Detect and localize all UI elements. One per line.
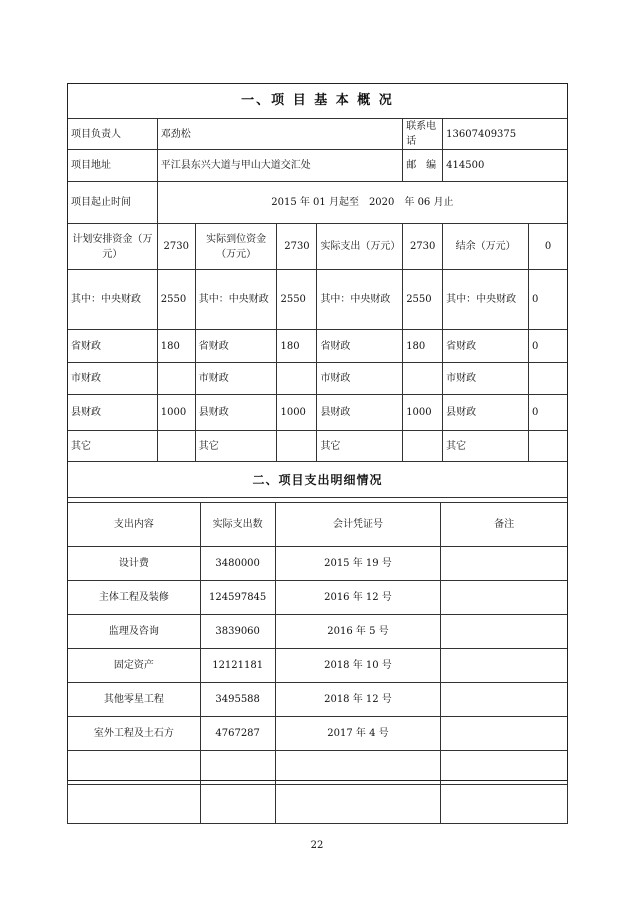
table-row xyxy=(68,785,568,824)
leader-label: 项目负责人 xyxy=(68,119,158,150)
expense-item: 室外工程及土石方 xyxy=(68,717,201,751)
address-label: 项目地址 xyxy=(68,150,158,182)
postcode-label: 邮 编 xyxy=(403,150,443,182)
funds-value-2: 2730 xyxy=(277,224,317,270)
period-value: 2015 年 01 月起至 2020 年 06 月止 xyxy=(157,182,567,224)
expense-item: 其他零星工程 xyxy=(68,683,201,717)
expense-item: 监理及咨询 xyxy=(68,615,201,649)
funds-value-1: 2730 xyxy=(157,224,195,270)
funds-cat: 县财政 xyxy=(68,395,158,431)
funds-cat: 省财政 xyxy=(195,330,277,363)
funds-value-4: 0 xyxy=(529,224,568,270)
funds-amt: 1000 xyxy=(277,395,317,431)
expense-item: 设计费 xyxy=(68,547,201,581)
funds-cat: 市财政 xyxy=(317,363,403,395)
funds-cat: 市财政 xyxy=(443,363,529,395)
expense-amount: 3495588 xyxy=(200,683,275,717)
funds-amt: 0 xyxy=(529,395,568,431)
funds-amt: 2550 xyxy=(277,270,317,330)
expense-amount: 124597845 xyxy=(200,581,275,615)
header-amount: 实际支出数 xyxy=(200,503,275,547)
expense-voucher: 2015 年 19 号 xyxy=(275,547,441,581)
expense-item: 固定资产 xyxy=(68,649,201,683)
funds-amt: 0 xyxy=(529,270,568,330)
funds-cat: 市财政 xyxy=(195,363,277,395)
funds-cat: 县财政 xyxy=(317,395,403,431)
expense-amount: 3839060 xyxy=(200,615,275,649)
page-border xyxy=(67,83,568,781)
funds-cat: 市财政 xyxy=(68,363,158,395)
funds-cat: 其它 xyxy=(195,431,277,462)
phone-label: 联系电话 xyxy=(403,119,443,150)
expense-amount: 12121181 xyxy=(200,649,275,683)
funds-label-3: 实际支出（万元） xyxy=(317,224,403,270)
expense-voucher: 2017 年 4 号 xyxy=(275,717,441,751)
funds-label-1: 计划安排资金（万元） xyxy=(68,224,158,270)
header-item: 支出内容 xyxy=(68,503,201,547)
expense-voucher: 2018 年 12 号 xyxy=(275,683,441,717)
section2-title: 二、项目支出明细情况 xyxy=(68,462,568,498)
expense-item: 主体工程及装修 xyxy=(68,581,201,615)
funds-cat: 其它 xyxy=(68,431,158,462)
funds-cat: 省财政 xyxy=(443,330,529,363)
funds-amt: 180 xyxy=(277,330,317,363)
funds-cat: 县财政 xyxy=(195,395,277,431)
funds-cat: 省财政 xyxy=(68,330,158,363)
header-voucher: 会计凭证号 xyxy=(275,503,441,547)
expense-amount: 3480000 xyxy=(200,547,275,581)
expense-amount: 4767287 xyxy=(200,717,275,751)
funds-cat: 其中：中央财政 xyxy=(317,270,403,330)
funds-amt: 1000 xyxy=(403,395,443,431)
funds-cat: 其中：中央财政 xyxy=(68,270,158,330)
period-label: 项目起止时间 xyxy=(68,182,158,224)
funds-cat: 其中：中央财政 xyxy=(443,270,529,330)
header-note: 备注 xyxy=(441,503,568,547)
funds-label-2: 实际到位资金（万元） xyxy=(195,224,277,270)
funds-amt: 180 xyxy=(157,330,195,363)
funds-amt: 1000 xyxy=(157,395,195,431)
funds-amt: 2550 xyxy=(403,270,443,330)
expense-voucher: 2016 年 5 号 xyxy=(275,615,441,649)
funds-cat: 县财政 xyxy=(443,395,529,431)
section1-title: 一、项 目 基 本 概 况 xyxy=(68,84,568,119)
leader-value: 邓劲松 xyxy=(157,119,402,150)
funds-value-3: 2730 xyxy=(403,224,443,270)
funds-cat: 其它 xyxy=(443,431,529,462)
postcode-value: 414500 xyxy=(443,150,568,182)
expense-voucher: 2018 年 10 号 xyxy=(275,649,441,683)
funds-amt: 180 xyxy=(403,330,443,363)
funds-amt: 2550 xyxy=(157,270,195,330)
funds-label-4: 结余（万元） xyxy=(443,224,529,270)
funds-cat: 其中：中央财政 xyxy=(195,270,277,330)
funds-cat: 省财政 xyxy=(317,330,403,363)
expense-voucher: 2016 年 12 号 xyxy=(275,581,441,615)
page-number: 22 xyxy=(310,840,324,851)
funds-amt: 0 xyxy=(529,330,568,363)
funds-cat: 其它 xyxy=(317,431,403,462)
address-value: 平江县东兴大道与甲山大道交汇处 xyxy=(157,150,402,182)
phone-value: 13607409375 xyxy=(443,119,568,150)
